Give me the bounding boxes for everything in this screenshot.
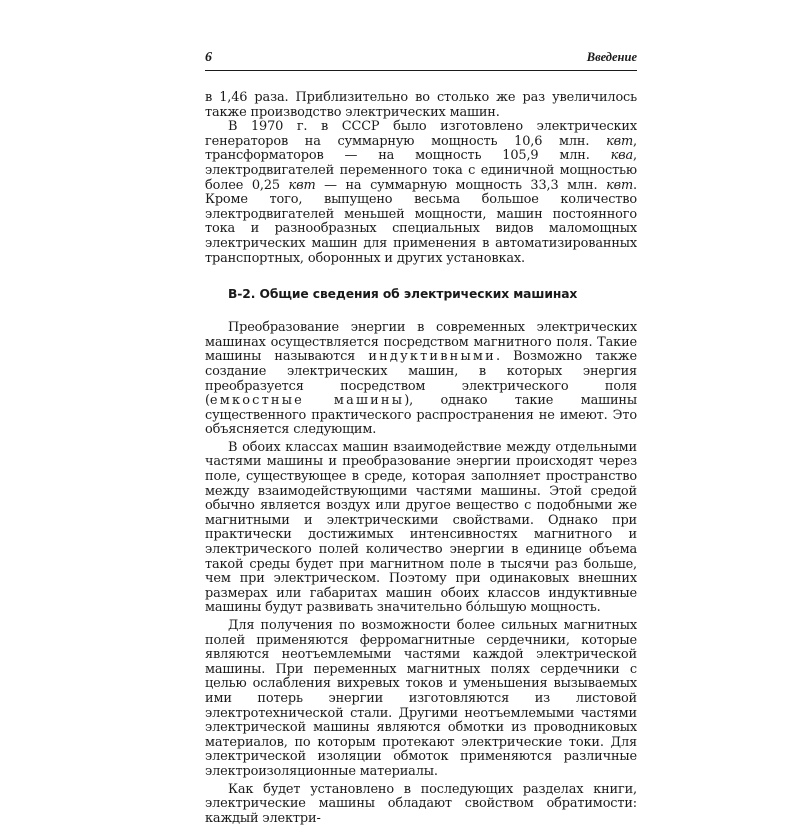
unit-kvt: квт (606, 133, 634, 149)
text-run: ), однако такие машины существенного практического распространения не имеют. Это объясняется следующим. (205, 393, 637, 438)
text-run: . Кроме того, выпущено весьма большое количество электродвигателей меньшей мощности, машин постоянного тока и разнообразных специальных видов маломощных электрических машин для применения в автоматизированных транспортных, оборонных и других установках. (205, 177, 637, 266)
text-run: . Возможно также создание электрических машин, в которых энергия преобразуется посредством электрического поля ( (205, 349, 637, 409)
running-header (205, 48, 637, 71)
unit-kva: ква (610, 148, 634, 164)
paragraph: в 1,46 раза. Приблизительно во столько же раз увеличилось также производство электрических машин. (205, 90, 637, 120)
book-page (205, 48, 637, 826)
page-body (205, 91, 637, 826)
page-number: 6 (205, 50, 212, 65)
paragraph: Как будет установлено в последующих разделах книги, электрические машины обладают свойством обратимости: каждый электри- (205, 781, 637, 826)
emphasis-term: индуктивными (368, 349, 496, 365)
paragraph (205, 321, 637, 438)
text-run: , трансформаторов — на мощность 105,9 млн. (205, 133, 637, 164)
unit-kvt: квт (288, 177, 316, 193)
emphasis-term: емкостные машины (209, 393, 405, 409)
unit-kvt: квт (606, 177, 634, 193)
section-title: Введение (586, 50, 637, 64)
text-run: — на суммарную мощность 33,3 млн. (315, 177, 607, 193)
paragraph (205, 120, 637, 266)
text-run: Преобразование энергии в современных электрических машинах осуществляется посредством магнитного поля. Такие машины называются (205, 320, 637, 365)
paragraph: В обоих классах машин взаимодействие между отдельными частями машины и преобразование энергии происходят через поле, существующее в среде, которая заполняет пространство между взаимодействующими частями машины. Этой средой обычно является воздух или другое вещество с подобными же магнитными и электрическими свойствами. Однако при практически достижимых интенсивностях магнитного и электрического полей количество энергии в единице объема такой среды будет при магнитном поле в тысячи раз больше, чем при электрическом. Поэтому при одинаковых внешних размерах или габаритах машин обоих классов индуктивные машины будут развивать значительно бо́льшую мощность. (205, 439, 637, 616)
section-heading: В-2. Общие сведения об электрических машинах (228, 287, 578, 302)
text-run: , электродвигателей переменного тока с единичной мощностью более 0,25 (205, 148, 637, 193)
paragraph: Для получения по возможности более сильных магнитных полей применяются ферромагнитные сердечники, которые являются неотъемлемыми частями каждой электрической машины. При переменных магнитных полях сердечники с целью ослабления вихревых токов и уменьшения вызываемых ими потерь энергии изготовляются из листовой электротехнической стали. Другими неотъемлемыми частями электрической машины являются обмотки из проводниковых материалов, по которым протекают электрические токи. Для электрической изоляции обмоток применяются различные электроизоляционные материалы. (205, 618, 637, 779)
text-run: В 1970 г. в СССР было изготовлено электрических генераторов на суммарную мощность 10,6 млн. (205, 119, 637, 149)
